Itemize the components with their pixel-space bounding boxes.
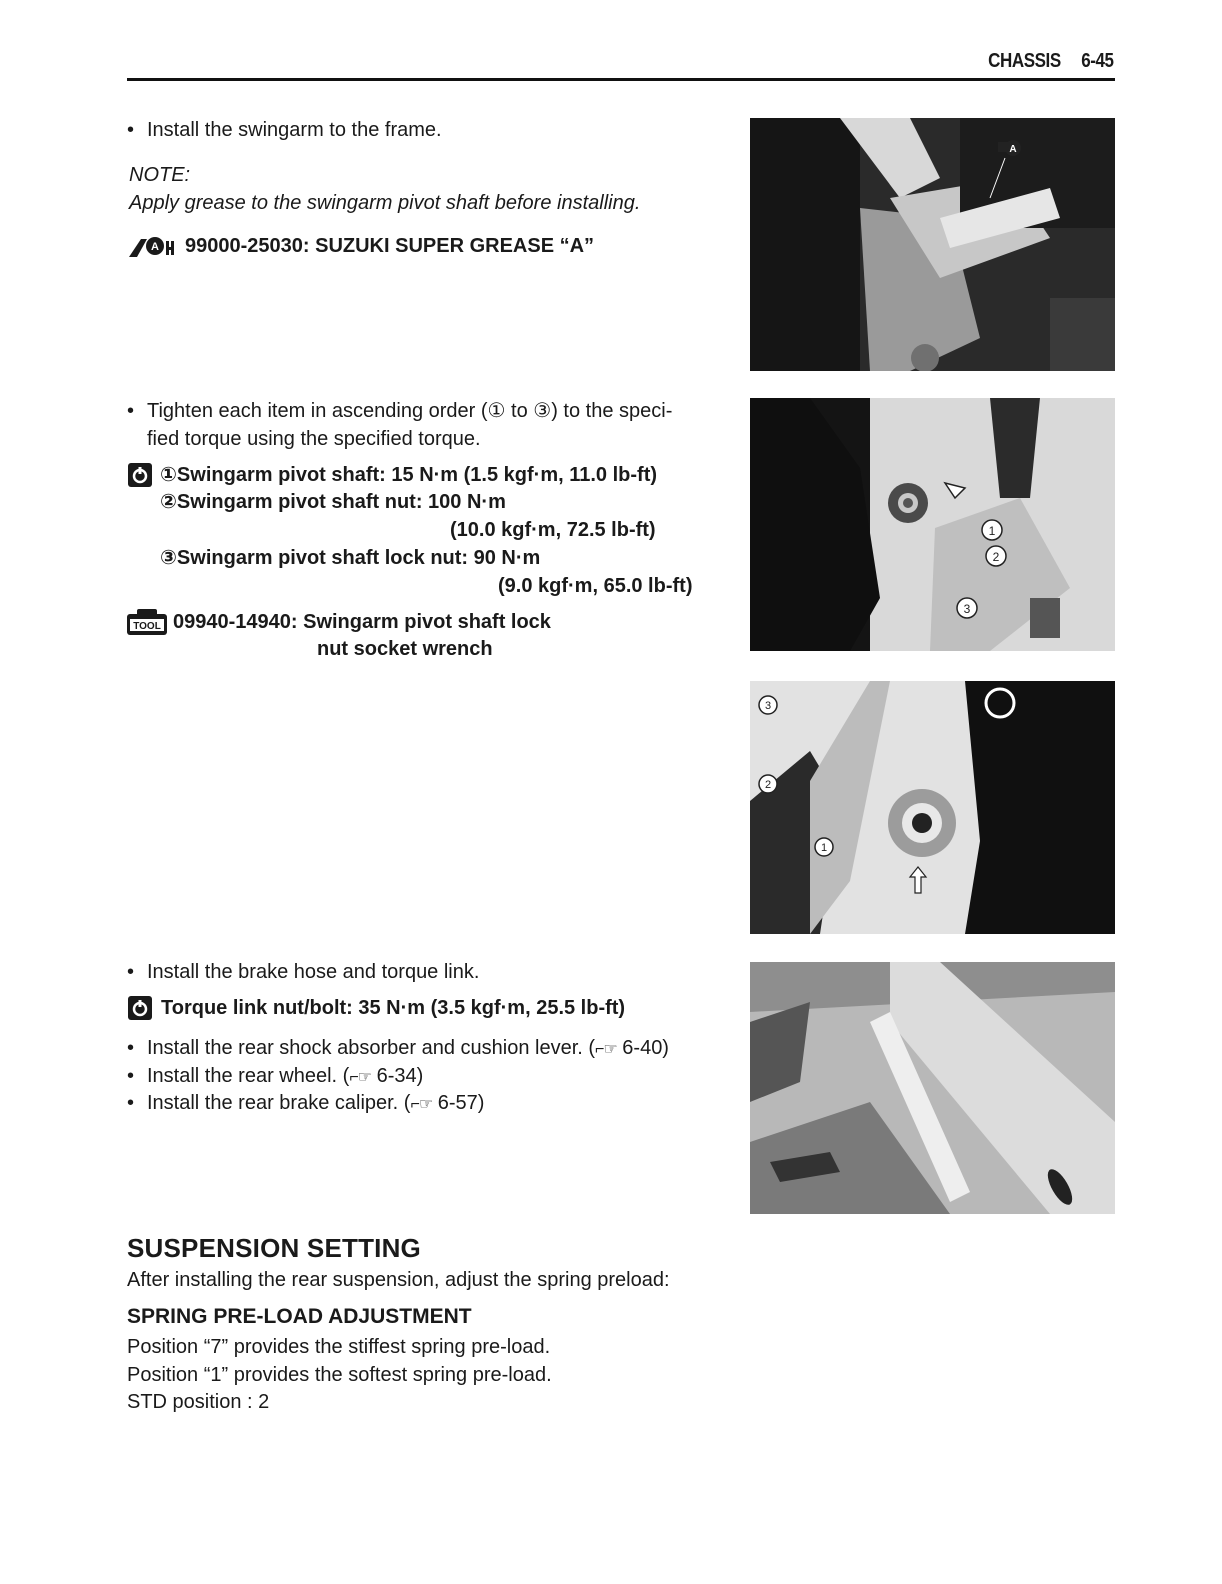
list-item: • Install the rear brake caliper. (⌐☞ 6-57) [127, 1092, 485, 1114]
bullet-install-swingarm: • Install the swingarm to the frame. [127, 119, 442, 141]
photo1-grease-label: A [1009, 144, 1017, 155]
header-rule [127, 78, 1115, 81]
preload-line-1: Position “7” provides the stiffest spring pre-load. [127, 1336, 551, 1358]
page-header [989, 50, 1114, 73]
photo-torque-link [750, 962, 1115, 1214]
list-item-ref: 6-57) [437, 1092, 485, 1114]
page-number: 6-45 [1081, 50, 1114, 72]
tool-icon-label: TOOL [133, 621, 161, 632]
torque-item-2-values: (10.0 kgf·m, 72.5 lb-ft) [450, 519, 656, 541]
subsection-title: SPRING PRE-LOAD ADJUSTMENT [127, 1305, 472, 1328]
preload-line-3: STD position : 2 [127, 1391, 270, 1413]
tool-line-1: 09940-14940: Swingarm pivot shaft lock [173, 611, 551, 633]
tool-line-2: nut socket wrench [317, 638, 493, 660]
page-reference-icon: ⌐☞ [349, 1069, 372, 1086]
torque-item-2: ②Swingarm pivot shaft nut: 100 N·m [160, 491, 506, 513]
bullet-tighten-line2: fied torque using the specified torque. [147, 428, 481, 450]
torque-wrench-icon [128, 463, 152, 487]
chapter-title: CHASSIS [988, 50, 1062, 72]
note-text: Apply grease to the swingarm pivot shaft before installing. [129, 192, 641, 214]
photo2-callout-2: 2 [992, 550, 1000, 564]
torque-item-3: ③Swingarm pivot shaft lock nut: 90 N·m [160, 547, 541, 569]
torque-item-1: ①Swingarm pivot shaft: 15 N·m (1.5 kgf·m, 11.0 lb-ft) [160, 464, 658, 486]
list-item-ref: 6-34) [376, 1065, 424, 1087]
list-item-text: Install the rear shock absorber and cushion lever. ( [147, 1037, 596, 1059]
photo-swingarm-frame [750, 118, 1115, 371]
torque-link-spec: Torque link nut/bolt: 35 N·m (3.5 kgf·m, 25.5 lb-ft) [161, 997, 626, 1019]
note-label: NOTE: [129, 164, 191, 186]
page-reference-icon: ⌐☞ [595, 1041, 617, 1058]
photo3-callout-1: 1 [820, 842, 828, 854]
list-item-text: Install the rear brake caliper. ( [147, 1092, 411, 1114]
photo2-callout-3: 3 [963, 602, 971, 616]
list-item: • Install the rear wheel. (⌐☞ 6-34) [127, 1065, 424, 1087]
list-item: • Install the rear shock absorber and cushion lever. (⌐☞ 6-40) [127, 1037, 669, 1059]
preload-line-2: Position “1” provides the softest spring pre-load. [127, 1364, 552, 1386]
grease-spec: 99000-25030: SUZUKI SUPER GREASE “A” [185, 235, 595, 257]
bullet-text: Install the swingarm to the frame. [147, 119, 442, 141]
suspension-intro: After installing the rear suspension, adjust the spring preload: [127, 1269, 670, 1291]
page-reference-icon: ⌐☞ [410, 1096, 433, 1113]
bullet-text: Tighten each item in ascending order (① to ③) to the speci- [147, 400, 673, 422]
tool-icon [127, 609, 167, 635]
grease-icon-letter: A [151, 241, 159, 253]
photo3-callout-2: 2 [764, 779, 772, 791]
bullet-tighten: • Tighten each item in ascending order (① to ③) to the speci- [127, 400, 673, 422]
photo3-callout-3: 3 [764, 700, 772, 712]
list-item-ref: 6-40) [622, 1037, 669, 1059]
section-title: SUSPENSION SETTING [127, 1233, 421, 1263]
photo2-callout-1: 1 [988, 524, 996, 538]
list-item-text: Install the rear wheel. ( [147, 1065, 350, 1087]
bullet-text: Install the brake hose and torque link. [147, 961, 480, 983]
photo-lock-nut [750, 681, 1115, 934]
grease-icon [127, 233, 179, 259]
torque-wrench-icon [128, 996, 152, 1020]
torque-item-3-values: (9.0 kgf·m, 65.0 lb-ft) [498, 575, 693, 597]
bullet-brake-hose: • Install the brake hose and torque link. [127, 961, 480, 983]
photo-pivot-shaft [750, 398, 1115, 651]
